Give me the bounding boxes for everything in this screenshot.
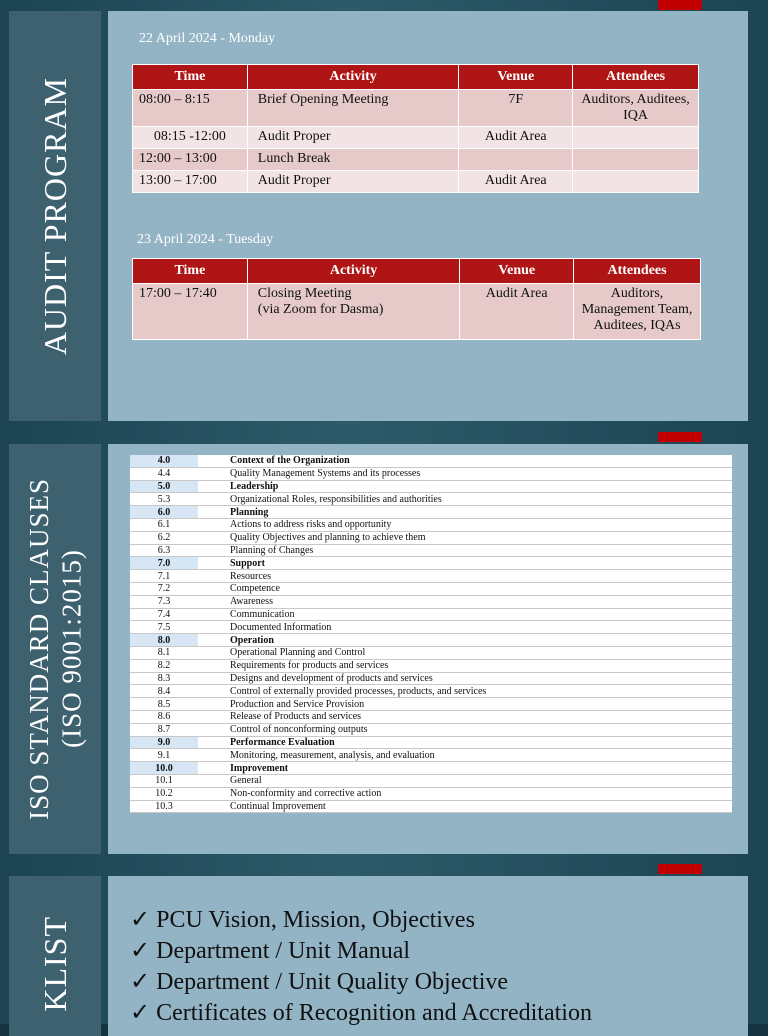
slide-title bbox=[23, 478, 88, 820]
clause-title: Continual Improvement bbox=[228, 800, 732, 813]
table-row bbox=[133, 149, 699, 171]
clause-title: Leadership bbox=[228, 480, 732, 493]
table-header-row bbox=[133, 65, 699, 90]
clause-number: 8.4 bbox=[130, 685, 198, 698]
clause-number: 5.0 bbox=[130, 480, 198, 493]
clause-number: 8.2 bbox=[130, 659, 198, 672]
clause-title: Organizational Roles, responsibilities and authorities bbox=[228, 493, 732, 506]
list-item bbox=[130, 905, 592, 936]
table-row bbox=[130, 621, 732, 634]
list-item-text: Certificates of Recognition and Accreditation bbox=[156, 1000, 592, 1026]
cell-venue: Audit Area bbox=[460, 284, 574, 340]
table-row bbox=[130, 659, 732, 672]
cell-attendees: Auditors, Auditees, IQA bbox=[573, 90, 699, 127]
table-row bbox=[133, 90, 699, 127]
table-row bbox=[130, 762, 732, 775]
cell-attendees bbox=[573, 149, 699, 171]
header-time: Time bbox=[133, 259, 248, 284]
clause-title: Operation bbox=[228, 634, 732, 647]
clause-spacer bbox=[198, 570, 228, 583]
table-row bbox=[130, 531, 732, 544]
clause-title: Release of Products and services bbox=[228, 710, 732, 723]
table-row bbox=[133, 284, 701, 340]
table-row bbox=[130, 698, 732, 711]
clause-number: 8.1 bbox=[130, 646, 198, 659]
iso-clauses-table bbox=[130, 455, 732, 813]
header-activity: Activity bbox=[247, 65, 459, 90]
table-row bbox=[130, 506, 732, 519]
table-row bbox=[130, 710, 732, 723]
clause-title: Quality Objectives and planning to achieve them bbox=[228, 531, 732, 544]
day1-schedule-table bbox=[132, 64, 699, 193]
table-row bbox=[133, 127, 699, 149]
clause-number: 5.3 bbox=[130, 493, 198, 506]
cell-venue bbox=[459, 149, 573, 171]
clause-spacer bbox=[198, 467, 228, 480]
clause-spacer bbox=[198, 480, 228, 493]
day2-schedule-table bbox=[132, 258, 701, 340]
clause-number: 10.1 bbox=[130, 774, 198, 787]
clause-spacer bbox=[198, 710, 228, 723]
clause-title: Non-conformity and corrective action bbox=[228, 787, 732, 800]
table-row bbox=[130, 582, 732, 595]
clause-number: 9.1 bbox=[130, 749, 198, 762]
accent-bar bbox=[658, 0, 702, 10]
checkmark-icon: ✓ bbox=[130, 1000, 151, 1026]
table-row bbox=[130, 455, 732, 467]
list-item-text: PCU Vision, Mission, Objectives bbox=[156, 907, 475, 933]
table-row bbox=[133, 171, 699, 193]
cell-activity: Brief Opening Meeting bbox=[247, 90, 459, 127]
clause-spacer bbox=[198, 621, 228, 634]
day1-date: 22 April 2024 - Monday bbox=[139, 31, 276, 46]
clause-spacer bbox=[198, 672, 228, 685]
clause-number: 7.5 bbox=[130, 621, 198, 634]
list-item-text: Department / Unit Manual bbox=[156, 938, 411, 964]
table-row bbox=[130, 493, 732, 506]
clause-title: Context of the Organization bbox=[228, 455, 732, 467]
cell-time: 08:00 – 8:15 bbox=[133, 90, 248, 127]
clause-spacer bbox=[198, 595, 228, 608]
slide-title: AUDIT PROGRAM bbox=[36, 76, 73, 356]
side-title-bar bbox=[9, 444, 101, 854]
cell-venue: Audit Area bbox=[459, 171, 573, 193]
clause-number: 10.0 bbox=[130, 762, 198, 775]
clause-title: Control of externally provided processes, products, and services bbox=[228, 685, 732, 698]
slide-title-line: ISO STANDARD CLAUSES bbox=[23, 478, 54, 820]
table-row bbox=[130, 736, 732, 749]
activity-line: (via Zoom for Dasma) bbox=[257, 302, 384, 317]
clause-number: 10.3 bbox=[130, 800, 198, 813]
header-attendees: Attendees bbox=[573, 65, 699, 90]
clause-spacer bbox=[198, 557, 228, 570]
clause-spacer bbox=[198, 531, 228, 544]
checkmark-icon: ✓ bbox=[130, 907, 151, 933]
clause-title: Quality Management Systems and its processes bbox=[228, 467, 732, 480]
clause-title: Planning of Changes bbox=[228, 544, 732, 557]
clause-title: Documented Information bbox=[228, 621, 732, 634]
clause-title: Competence bbox=[228, 582, 732, 595]
cell-time: 12:00 – 13:00 bbox=[133, 149, 248, 171]
cell-venue: Audit Area bbox=[459, 127, 573, 149]
day2-date: 23 April 2024 - Tuesday bbox=[137, 232, 274, 247]
table-header-row bbox=[133, 259, 701, 284]
table-row bbox=[130, 595, 732, 608]
table-row bbox=[130, 787, 732, 800]
clause-title: General bbox=[228, 774, 732, 787]
clause-number: 8.3 bbox=[130, 672, 198, 685]
clause-number: 6.3 bbox=[130, 544, 198, 557]
list-item-text: Department / Unit Quality Objective bbox=[156, 969, 509, 995]
clause-title: Awareness bbox=[228, 595, 732, 608]
clause-number: 7.0 bbox=[130, 557, 198, 570]
table-row bbox=[130, 518, 732, 531]
clause-number: 6.0 bbox=[130, 506, 198, 519]
clause-number: 7.2 bbox=[130, 582, 198, 595]
clause-number: 6.2 bbox=[130, 531, 198, 544]
clause-title: Operational Planning and Control bbox=[228, 646, 732, 659]
clause-number: 4.4 bbox=[130, 467, 198, 480]
cell-attendees bbox=[573, 171, 699, 193]
clause-spacer bbox=[198, 736, 228, 749]
cell-attendees: Auditors, Management Team, Auditees, IQAs bbox=[574, 284, 701, 340]
table-row bbox=[130, 544, 732, 557]
cell-time: 13:00 – 17:00 bbox=[133, 171, 248, 193]
clause-title: Designs and development of products and services bbox=[228, 672, 732, 685]
clause-spacer bbox=[198, 518, 228, 531]
header-time: Time bbox=[133, 65, 248, 90]
clause-spacer bbox=[198, 455, 228, 467]
table-row bbox=[130, 723, 732, 736]
table-row bbox=[130, 774, 732, 787]
clause-spacer bbox=[198, 762, 228, 775]
clause-title: Resources bbox=[228, 570, 732, 583]
accent-bar bbox=[658, 432, 702, 442]
clause-number: 8.7 bbox=[130, 723, 198, 736]
clause-spacer bbox=[198, 800, 228, 813]
table-row bbox=[130, 570, 732, 583]
table-row bbox=[130, 608, 732, 621]
clause-spacer bbox=[198, 634, 228, 647]
clause-number: 6.1 bbox=[130, 518, 198, 531]
activity-line: Closing Meeting bbox=[257, 286, 352, 301]
cell-activity: Lunch Break bbox=[247, 149, 459, 171]
clause-title: Control of nonconforming outputs bbox=[228, 723, 732, 736]
clause-number: 8.6 bbox=[130, 710, 198, 723]
cell-activity: Audit Proper bbox=[247, 171, 459, 193]
list-item bbox=[130, 967, 592, 998]
list-item bbox=[130, 998, 592, 1029]
table-row bbox=[130, 467, 732, 480]
header-venue: Venue bbox=[460, 259, 574, 284]
clause-number: 10.2 bbox=[130, 787, 198, 800]
slide-title-line: (ISO 9001:2015) bbox=[56, 549, 86, 749]
cell-activity: Audit Proper bbox=[247, 127, 459, 149]
side-title-bar bbox=[9, 876, 101, 1036]
clause-number: 7.1 bbox=[130, 570, 198, 583]
header-activity: Activity bbox=[247, 259, 460, 284]
clause-spacer bbox=[198, 659, 228, 672]
checkmark-icon: ✓ bbox=[130, 938, 151, 964]
clause-spacer bbox=[198, 698, 228, 711]
clause-number: 8.5 bbox=[130, 698, 198, 711]
clause-number: 7.3 bbox=[130, 595, 198, 608]
table-row bbox=[130, 634, 732, 647]
clause-spacer bbox=[198, 608, 228, 621]
list-item bbox=[130, 936, 592, 967]
cell-time: 17:00 – 17:40 bbox=[133, 284, 248, 340]
clause-title: Production and Service Provision bbox=[228, 698, 732, 711]
cell-activity bbox=[247, 284, 460, 340]
clause-spacer bbox=[198, 749, 228, 762]
clause-spacer bbox=[198, 544, 228, 557]
clause-spacer bbox=[198, 723, 228, 736]
cell-attendees bbox=[573, 127, 699, 149]
clause-spacer bbox=[198, 774, 228, 787]
header-attendees: Attendees bbox=[574, 259, 701, 284]
clause-title: Support bbox=[228, 557, 732, 570]
clause-number: 9.0 bbox=[130, 736, 198, 749]
clause-spacer bbox=[198, 685, 228, 698]
clause-title: Monitoring, measurement, analysis, and evaluation bbox=[228, 749, 732, 762]
cell-venue: 7F bbox=[459, 90, 573, 127]
accent-bar bbox=[658, 864, 702, 874]
checkmark-icon: ✓ bbox=[130, 969, 151, 995]
clause-number: 8.0 bbox=[130, 634, 198, 647]
clause-spacer bbox=[198, 787, 228, 800]
table-row bbox=[130, 557, 732, 570]
clause-title: Requirements for products and services bbox=[228, 659, 732, 672]
clause-title: Improvement bbox=[228, 762, 732, 775]
table-row bbox=[130, 800, 732, 813]
table-row bbox=[130, 672, 732, 685]
cell-time: 08:15 -12:00 bbox=[133, 127, 248, 149]
clause-spacer bbox=[198, 582, 228, 595]
checklist bbox=[130, 905, 592, 1029]
header-venue: Venue bbox=[459, 65, 573, 90]
clause-number: 4.0 bbox=[130, 455, 198, 467]
table-row bbox=[130, 749, 732, 762]
table-row bbox=[130, 480, 732, 493]
clause-number: 7.4 bbox=[130, 608, 198, 621]
table-row bbox=[130, 685, 732, 698]
clause-title: Actions to address risks and opportunity bbox=[228, 518, 732, 531]
clause-title: Performance Evaluation bbox=[228, 736, 732, 749]
table-row bbox=[130, 646, 732, 659]
clause-title: Planning bbox=[228, 506, 732, 519]
slide-title: KLIST bbox=[36, 916, 73, 1012]
clause-spacer bbox=[198, 493, 228, 506]
clause-spacer bbox=[198, 646, 228, 659]
clause-spacer bbox=[198, 506, 228, 519]
side-title-bar bbox=[9, 11, 101, 421]
clause-title: Communication bbox=[228, 608, 732, 621]
